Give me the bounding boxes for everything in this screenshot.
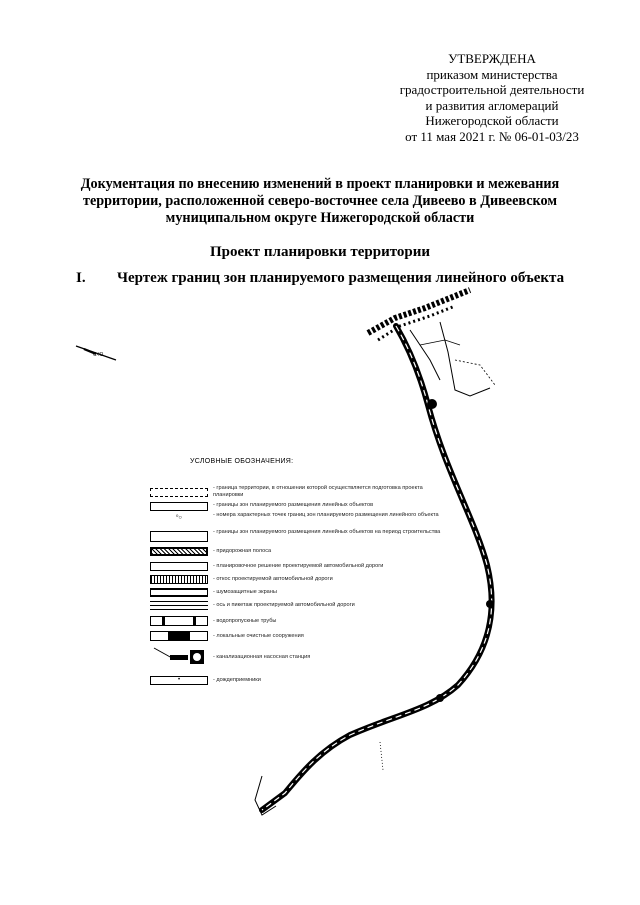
pumping-station-symbol: [150, 646, 208, 668]
point-number-symbol: ⁰○: [175, 515, 183, 521]
chapter-number: I.: [76, 270, 86, 286]
legend-item: - откос проектируемой автомобильной дороги: [150, 574, 450, 594]
section-title: Проект планировки территории: [209, 244, 431, 260]
territory-boundary-symbol: [150, 488, 208, 497]
approval-line: и развития агломераций: [425, 97, 559, 113]
approval-date: от 11 мая 2021 г. № 06-01-03/23: [405, 128, 579, 144]
legend-item: - планировочное решение проектируемой автомобильной дороги: [150, 561, 450, 581]
legend-item: - канализационная насосная станция: [150, 646, 450, 670]
north-arrow-label: С-Ю: [93, 352, 104, 358]
title-line: Документация по внесению изменений в проект планировки и межевания: [80, 176, 560, 192]
title-line: муниципальном округе Нижегородской области: [165, 210, 475, 226]
road-axis-symbol: [150, 601, 208, 610]
approval-line: градостроительной деятельности: [399, 82, 585, 97]
north-arrow-icon: [76, 346, 116, 360]
approval-line: Нижегородской области: [425, 113, 559, 128]
approval-line: приказом министерства: [426, 66, 558, 82]
legend-title: УСЛОВНЫЕ ОБОЗНАЧЕНИЯ:: [190, 458, 294, 465]
chapter-title: Чертеж границ зон планируемого размещения линейного объекта: [117, 270, 565, 286]
noise-barrier-symbol: [150, 588, 208, 597]
planning-solution-symbol: [150, 562, 208, 571]
zone-boundary-symbol: [150, 502, 208, 511]
legend-item: - граница территории, в отношении которой осуществляется подготовка проекта планировки: [150, 482, 450, 502]
legend-item: - придорожная полоса: [150, 546, 450, 566]
treatment-facility-symbol: [150, 631, 208, 641]
slope-symbol: [150, 575, 208, 584]
legend-item: - шумозащитные экраны: [150, 587, 450, 607]
legend-item: - водопропускные трубы: [150, 615, 450, 635]
legend-item: - границы зон планируемого размещения линейных объектов: [150, 500, 450, 520]
map-legend: [150, 458, 450, 708]
title-line: территории, расположенной северо-восточнее села Дивеево в Дивеевском: [82, 193, 558, 209]
legend-item: - локальные очистные сооружения: [150, 630, 450, 650]
storm-inlet-symbol: •: [150, 676, 208, 685]
roadside-strip-symbol: [150, 547, 208, 556]
legend-item: ⁰○ - номера характерных точек границ зон планируемого размещения линейного объекта: [150, 511, 450, 531]
legend-item: • - дождеприемники: [150, 675, 450, 695]
terrain-hatching: [368, 290, 495, 396]
legend-item: - ось и пикетаж проектируемой автомобильной дороги: [150, 600, 450, 620]
culvert-symbol: [150, 616, 208, 626]
approval-stamp: УТВЕРЖДЕНА: [448, 51, 536, 66]
construction-zone-symbol: [150, 531, 208, 542]
legend-item: - границы зон планируемого размещения линейных объектов на период строительства: [150, 527, 450, 547]
